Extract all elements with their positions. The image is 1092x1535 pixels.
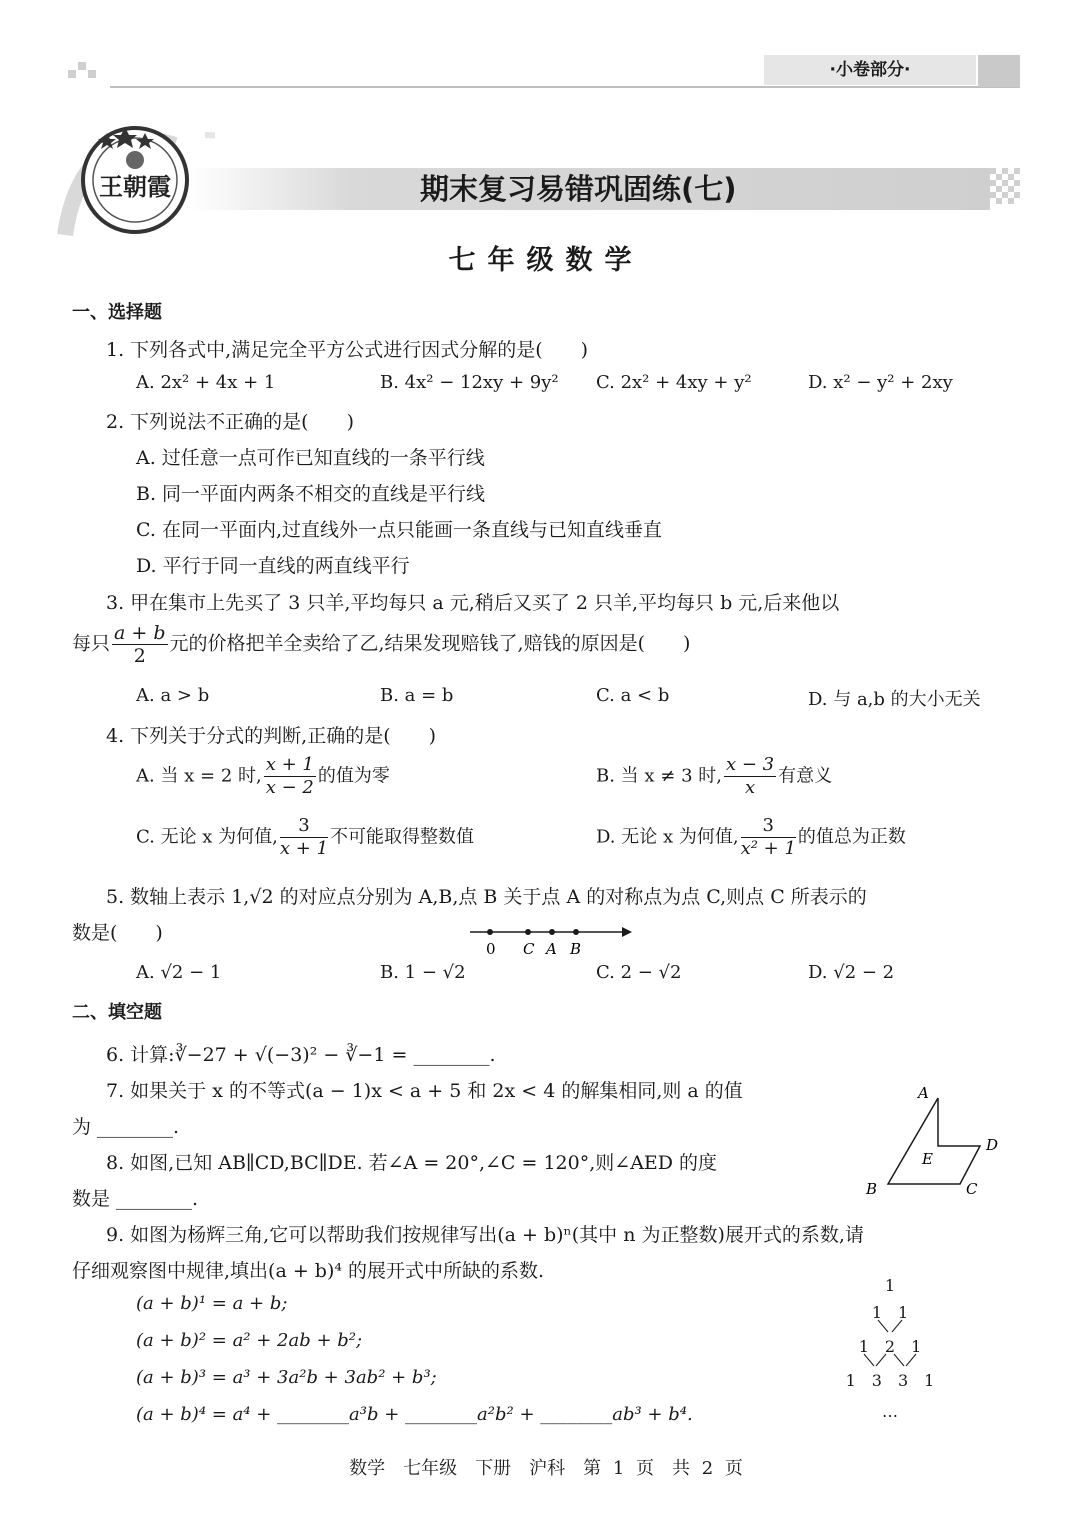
corner-decoration [68, 62, 102, 82]
label-a: A [546, 940, 557, 958]
geometry-figure [860, 1080, 1010, 1200]
option-c: C. a < b [596, 685, 670, 706]
option-b [596, 754, 832, 799]
text-segment: A. 当 x = 2 时, [136, 765, 262, 787]
fraction-numerator: 3 [280, 815, 328, 838]
label-a: A [918, 1084, 929, 1102]
option-a [136, 754, 390, 799]
fraction-numerator: a + b [114, 622, 166, 644]
question-stem: 6. 计算:∛−27 + √(−3)² − ∛−1 = ________. [106, 1044, 496, 1066]
question-stem: 2. 下列说法不正确的是( ) [106, 411, 354, 433]
text-segment: C. 无论 x 为何值, [136, 826, 278, 848]
point-a [549, 929, 555, 935]
label-c: C [523, 940, 535, 958]
option-a: A. 过任意一点可作已知直线的一条平行线 [136, 447, 485, 469]
option-a: A. 2x² + 4x + 1 [136, 372, 276, 393]
fraction-denominator: x [744, 777, 756, 798]
fraction-denominator: x + 1 [279, 838, 329, 859]
arrow-icon [622, 927, 632, 937]
fraction-denominator: x² + 1 [740, 838, 796, 859]
figure-lines [888, 1098, 980, 1184]
option-c: C. 2x² + 4xy + y² [596, 372, 752, 393]
fraction [741, 815, 796, 860]
option-d [596, 815, 906, 860]
text-segment: 有意义 [778, 765, 833, 787]
option-d: D. √2 − 2 [808, 962, 895, 983]
label-b: B [866, 1180, 878, 1198]
triangle-row: 1 [884, 1276, 896, 1295]
option-d: D. 与 a,b 的大小无关 [808, 689, 981, 710]
number-line-figure [466, 922, 636, 958]
question-stem: 9. 如图为杨辉三角,它可以帮助我们按规律写出(a + b)ⁿ(其中 n 为正整数)展开式的系数,请 [106, 1224, 864, 1246]
label-e: E [922, 1150, 933, 1168]
label-0: 0 [486, 940, 496, 958]
page-subtitle: 七年级数学 [448, 245, 644, 276]
expansion-line: (a + b)² = a² + 2ab + b²; [136, 1330, 363, 1351]
text-segment: 元的价格把羊全卖给了乙,结果发现赔钱了,赔钱的原因是( ) [169, 632, 691, 655]
svg-text:王朝霞: 王朝霞 [99, 172, 171, 201]
point-b [573, 929, 579, 935]
header-block [978, 55, 1020, 87]
label-d: D [986, 1136, 999, 1154]
point-c [525, 929, 531, 935]
fraction-numerator: x + 1 [265, 754, 314, 775]
question-stem: 1. 下列各式中,满足完全平方公式进行因式分解的是( ) [106, 339, 589, 361]
text-segment: 每只 [72, 632, 111, 655]
fraction [724, 754, 776, 799]
header-rule [110, 86, 1020, 88]
expansion-line: (a + b)¹ = a + b; [136, 1293, 288, 1314]
label-b: B [570, 940, 582, 958]
text-segment: D. 无论 x 为何值, [596, 826, 739, 848]
option-b: B. a = b [380, 685, 454, 706]
text-segment: 的值总为正数 [797, 826, 906, 848]
question-stem: 4. 下列关于分式的判断,正确的是( ) [106, 725, 437, 747]
question-stem-cont: 仔细观察图中规律,填出(a + b)⁴ 的展开式中所缺的系数. [72, 1260, 545, 1282]
option-b: B. 同一平面内两条不相交的直线是平行线 [136, 483, 486, 505]
fraction [264, 754, 316, 799]
option-d: D. 平行于同一直线的两直线平行 [136, 555, 410, 577]
fraction [112, 622, 168, 667]
fraction-denominator: x − 2 [265, 777, 314, 798]
point-0 [487, 929, 493, 935]
section-heading: 二、填空题 [72, 1002, 162, 1023]
question-stem-cont: 数是 ________. [72, 1188, 199, 1210]
option-c: C. 2 − √2 [596, 962, 682, 983]
fraction-numerator: 3 [741, 815, 796, 838]
text-segment: B. 当 x ≠ 3 时, [596, 765, 722, 787]
option-c: C. 在同一平面内,过直线外一点只能画一条直线与已知直线垂直 [136, 519, 662, 541]
question-stem-cont: 为 ________. [72, 1116, 180, 1138]
pascal-triangle [830, 1270, 950, 1430]
triangle-row: 1 2 1 [858, 1337, 922, 1356]
triangle-row: … [882, 1402, 898, 1421]
page-footer: 数学 七年级 下册 沪科 第 1 页 共 2 页 [349, 1458, 743, 1479]
question-stem: 7. 如果关于 x 的不等式(a − 1)x < a + 5 和 2x < 4 的解集相同,则 a 的值 [106, 1080, 743, 1102]
expansion-line: (a + b)³ = a³ + 3a²b + 3ab² + b³; [136, 1367, 437, 1388]
fraction-numerator: x − 3 [725, 754, 775, 775]
option-b: B. 1 − √2 [380, 962, 466, 983]
text-segment: 不可能取得整数值 [330, 826, 475, 848]
option-b: B. 4x² − 12xy + 9y² [380, 372, 559, 393]
label-c: C [966, 1180, 978, 1198]
question-stem: 5. 数轴上表示 1,√2 的对应点分别为 A,B,点 B 关于点 A 的对称点为点 C,则点 C 所表示的 [106, 886, 867, 908]
section-heading: 一、选择题 [72, 302, 162, 323]
question-stem-cont [72, 622, 690, 667]
triangle-row: 1 3 3 1 [845, 1371, 935, 1390]
expansion-line: (a + b)⁴ = a⁴ + ________a³b + ________a²b² + ________ab³ + b⁴. [136, 1404, 693, 1425]
question-stem: 3. 甲在集市上先买了 3 只羊,平均每只 a 元,稍后又买了 2 只羊,平均每只 b 元,后来他以 [106, 592, 840, 614]
fraction [280, 815, 328, 860]
option-d: D. x² − y² + 2xy [808, 372, 953, 393]
option-c [136, 815, 474, 860]
triangle-row: 1 1 [871, 1303, 909, 1322]
fraction-denominator: 2 [133, 645, 146, 667]
option-a: A. a > b [136, 685, 210, 706]
text-segment: 的值为零 [317, 765, 390, 787]
section-tab: ·小卷部分· [764, 55, 976, 85]
option-a: A. √2 − 1 [136, 962, 222, 983]
page-title: 期末复习易错巩固练(七) [420, 172, 737, 206]
checker-decoration [990, 168, 1024, 210]
question-stem-cont: 数是( ) [72, 922, 163, 944]
question-stem: 8. 如图,已知 AB∥CD,BC∥DE. 若∠A = 20°,∠C = 120°,则∠AED 的度 [106, 1152, 718, 1174]
